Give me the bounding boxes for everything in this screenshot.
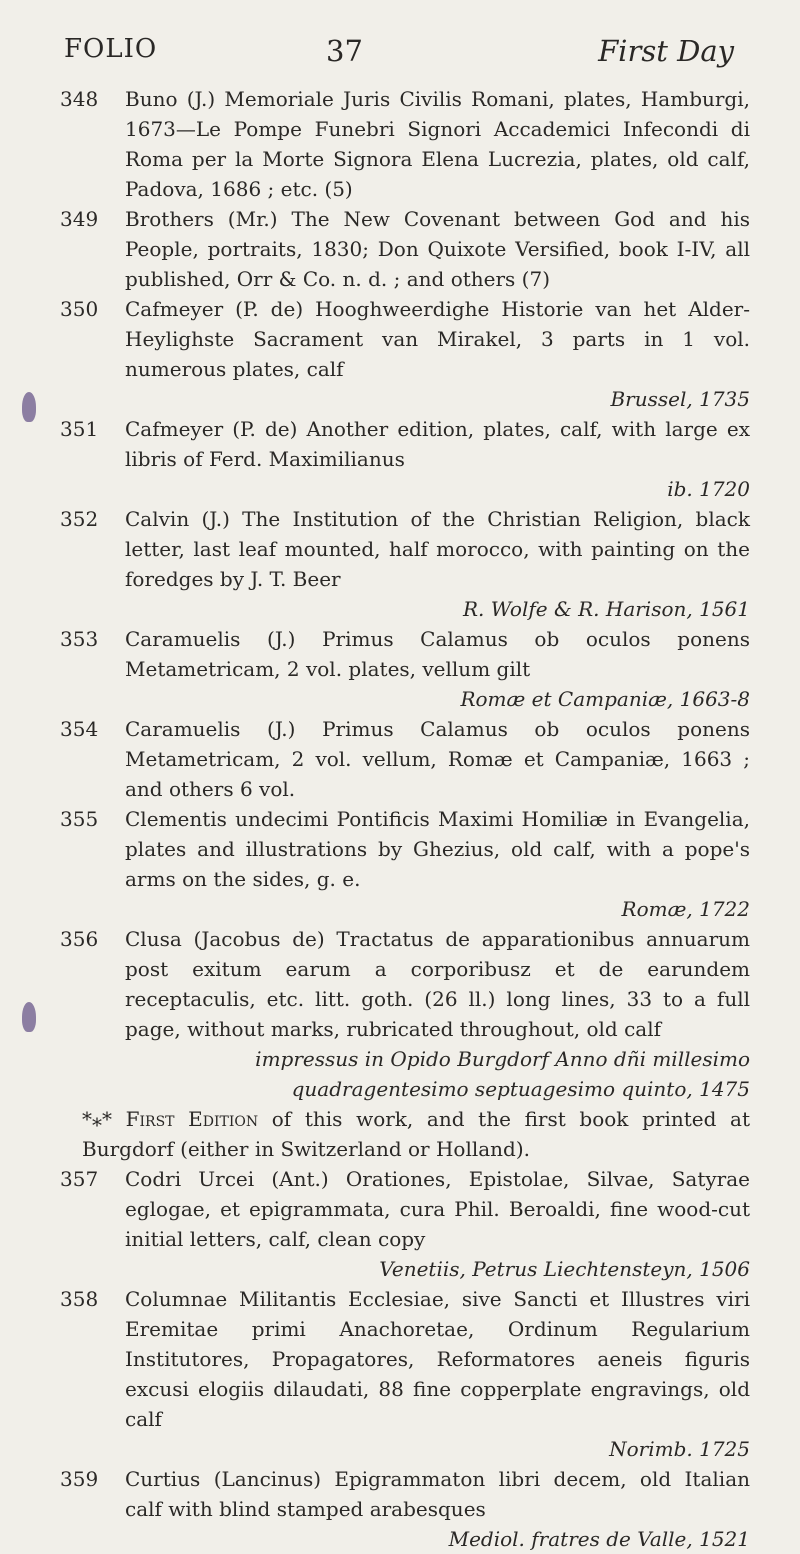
lot-entry <box>60 84 750 204</box>
lot-number: 353 <box>60 627 99 651</box>
lot-entry <box>60 204 750 294</box>
lot-entry <box>60 714 750 804</box>
lot-description: Cafmeyer (P. de) Hooghweerdighe Historie van het Alder-Heylighste Sacrament van Mirakel, 3 parts in 1 vol. numerous plates, calf <box>125 297 750 381</box>
lot-number: 357 <box>60 1167 99 1191</box>
lot-number: 350 <box>60 297 99 321</box>
lot-imprint: R. Wolfe & R. Harison, 1561 <box>462 597 750 621</box>
lot-description: Cafmeyer (P. de) Another edition, plates, calf, with large ex libris of Ferd. Maximilianus <box>125 417 750 471</box>
lot-imprint: Norimb. 1725 <box>609 1437 750 1461</box>
lot-number: 352 <box>60 507 99 531</box>
lot-entry <box>60 1164 750 1284</box>
lot-entry <box>60 1464 750 1554</box>
lot-description: Calvin (J.) The Institution of the Christian Religion, black letter, last leaf mounted, half morocco, with painting on the foredges by J. T. Beer <box>125 507 750 591</box>
lot-entry <box>60 804 750 924</box>
note-lead: *⁎* First Edition <box>82 1107 259 1131</box>
lot-number: 356 <box>60 927 99 951</box>
lot-number: 358 <box>60 1287 99 1311</box>
lot-description: Buno (J.) Memoriale Juris Civilis Romani, plates, Hamburgi, 1673—Le Pompe Funebri Signori Accademici Infecondi di Roma per la Morte Signora Elena Lucrezia, plates, old calf, Padova, 1686 ; etc. (5) <box>125 87 750 201</box>
lot-entry <box>60 1284 750 1464</box>
lot-imprint: Romæ et Campaniæ, 1663-8 <box>460 687 750 711</box>
lot-entry <box>60 624 750 714</box>
lot-number: 351 <box>60 417 99 441</box>
lot-imprint: Venetiis, Petrus Liechtensteyn, 1506 <box>379 1257 750 1281</box>
lot-description: Clementis undecimi Pontificis Maximi Homiliæ in Evangelia, plates and illustrations by Ghezius, old calf, with a pope's arms on the sides, g. e. <box>125 807 750 891</box>
note-text: of this work, and the first book printed at Burgdorf (either in Switzerland or Holland). <box>82 1107 750 1161</box>
lot-entry <box>60 414 750 504</box>
lot-description: Brothers (Mr.) The New Covenant between God and his People, portraits, 1830; Don Quixote Versified, book I-IV, all published, Orr & Co. n. d. ; and others (7) <box>125 207 750 291</box>
lot-imprint: impressus in Opido Burgdorf Anno dñi millesimo quadragentesimo septuagesimo quinto, 1475 <box>255 1047 750 1101</box>
lot-entry <box>60 294 750 414</box>
lot-description: Caramuelis (J.) Primus Calamus ob oculos ponens Metametricam, 2 vol. plates, vellum gilt <box>125 627 750 681</box>
header-day: First Day <box>598 34 734 68</box>
lot-description: Caramuelis (J.) Primus Calamus ob oculos ponens Metametricam, 2 vol. vellum, Romæ et Campaniæ, 1663 ; and others 6 vol. <box>125 717 750 801</box>
lot-entry <box>60 924 750 1104</box>
lot-imprint: Mediol. fratres de Valle, 1521 <box>448 1527 750 1551</box>
lot-number: 359 <box>60 1467 99 1491</box>
header-section: FOLIO <box>64 34 158 64</box>
lot-note <box>60 1104 750 1164</box>
margin-mark <box>22 1002 36 1032</box>
catalogue-entries <box>60 84 750 1554</box>
lot-number: 354 <box>60 717 99 741</box>
lot-description: Curtius (Lancinus) Epigrammaton libri decem, old Italian calf with blind stamped arabesques <box>125 1467 750 1521</box>
lot-description: Clusa (Jacobus de) Tractatus de apparationibus annuarum post exitum earum a corporibusz et de earundem receptaculis, etc. litt. goth. (26 ll.) long lines, 33 to a full page, without marks, rubricated throughout, old calf <box>125 927 750 1041</box>
lot-imprint: ib. 1720 <box>667 477 750 501</box>
lot-entry <box>60 504 750 624</box>
lot-number: 355 <box>60 807 99 831</box>
page-number: 37 <box>326 34 363 68</box>
margin-mark <box>22 392 36 422</box>
lot-description: Codri Urcei (Ant.) Orationes, Epistolae, Silvae, Satyrae eglogae, et epigrammata, cura Phil. Beroaldi, fine wood-cut initial letters, calf, clean copy <box>125 1167 750 1251</box>
lot-description: Columnae Militantis Ecclesiae, sive Sancti et Illustres viri Eremitae primi Anachoretae, Ordinum Regularium Institutores, Propagatores, Reformatores aeneis figuris excusi elogiis dilaudati, 88 fine copperplate engravings, old calf <box>125 1287 750 1431</box>
page-header <box>64 34 734 74</box>
lot-imprint: Brussel, 1735 <box>610 387 750 411</box>
lot-number: 348 <box>60 87 99 111</box>
lot-number: 349 <box>60 207 99 231</box>
lot-imprint: Romæ, 1722 <box>621 897 750 921</box>
